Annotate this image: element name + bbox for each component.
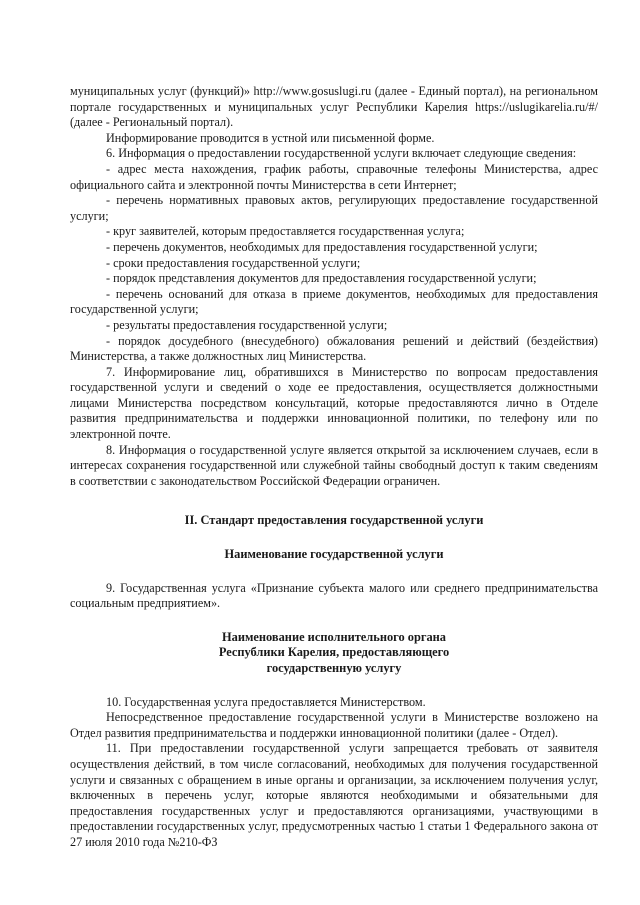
list-item-documents: - перечень документов, необходимых для предоставления государственной услуги; [106,239,538,254]
subheading-authority-line-1: Наименование исполнительного органа [221,629,447,644]
paragraph-portal: муниципальных услуг (функций)» http://www.gosuslugi.ru (далее - Единый портал), на региональном портале государственных и муниципальных услуг Республики Карелия https://uslugikarelia.ru/#/ (далее - Региональный портал). [70,84,598,130]
list-item-applicants: - круг заявителей, которым предоставляется государственная услуга; [106,224,465,239]
paragraph-6: 6. Информация о предоставлении государственной услуги включает следующие сведения: [106,146,577,161]
paragraph-8: 8. Информация о государственной услуге является открытой за исключением случаев, если в интересах сохранения государственной или служебной тайны свободный доступ к таким сведениям в соответствии с законодательством Российской Федерации ограничен. [70,442,598,488]
list-item-results: - результаты предоставления государственной услуги; [106,317,388,332]
paragraph-10: 10. Государственная услуга предоставляется Министерством. [106,694,426,709]
list-item-procedure: - порядок представления документов для предоставления государственной услуги; [106,271,537,286]
list-item-refusal: - перечень оснований для отказа в приеме документов, необходимых для предоставления государственной услуги; [70,286,598,317]
list-item-legal-acts: - перечень нормативных правовых актов, регулирующих предоставление государственной услуги; [70,193,598,223]
subheading-authority-line-3: государственную услугу [266,661,402,675]
paragraph-11: 11. При предоставлении государственной услуги запрещается требовать от заявителя осуществления действий, в том числе согласований, необходимых для получения государственной услуги и связанных с обращением в иные органы и организации, за исключением получения услуг, включенных в перечень услуг, которые являются необходимыми и обязательными для предоставления государственных услуг и предоставляются организациями, участвующими в предоставлении государственных услуг, предусмотренных частью 1 статьи 1 Федерального закона от 27 июля 2010 года №210-ФЗ [70,741,598,849]
section-heading: II. Стандарт предоставления государственной услуги [184,513,484,528]
list-item-appeal: - порядок досудебного (внесудебного) обжалования решений и действий (бездействия) Министерства, а также должностных лиц Министерства. [70,333,598,364]
subheading-authority [70,630,598,677]
paragraph-9: 9. Государственная услуга «Признание субъекта малого или среднего предпринимательства социальным предприятием». [70,580,598,611]
list-item-address: - адрес места нахождения, график работы, справочные телефоны Министерства, адрес официального сайта и электронной почты Министерства в сети Интернет; [70,161,598,192]
list-item-terms: - сроки предоставления государственной услуги; [106,255,361,270]
subheading-service-name: Наименование государственной услуги [224,547,444,562]
paragraph-inform-form: Информирование проводится в устной или письменной форме. [106,130,435,145]
paragraph-7: 7. Информирование лиц, обратившихся в Министерство по вопросам предоставления государственной услуги и сведений о ходе ее предоставления, осуществляется должностными лицами Министерства посредством консультаций, которые предоставляются лично в Отделе развития предпринимательства и поддержки инновационной политики, по телефону или по электронной почте. [70,364,598,442]
subheading-authority-line-2: Республики Карелия, предоставляющего [218,645,450,660]
paragraph-10b: Непосредственное предоставление государственной услуги в Министерстве возложено на Отдел развития предпринимательства и поддержки инновационной политики (далее - Отдел). [70,710,598,740]
